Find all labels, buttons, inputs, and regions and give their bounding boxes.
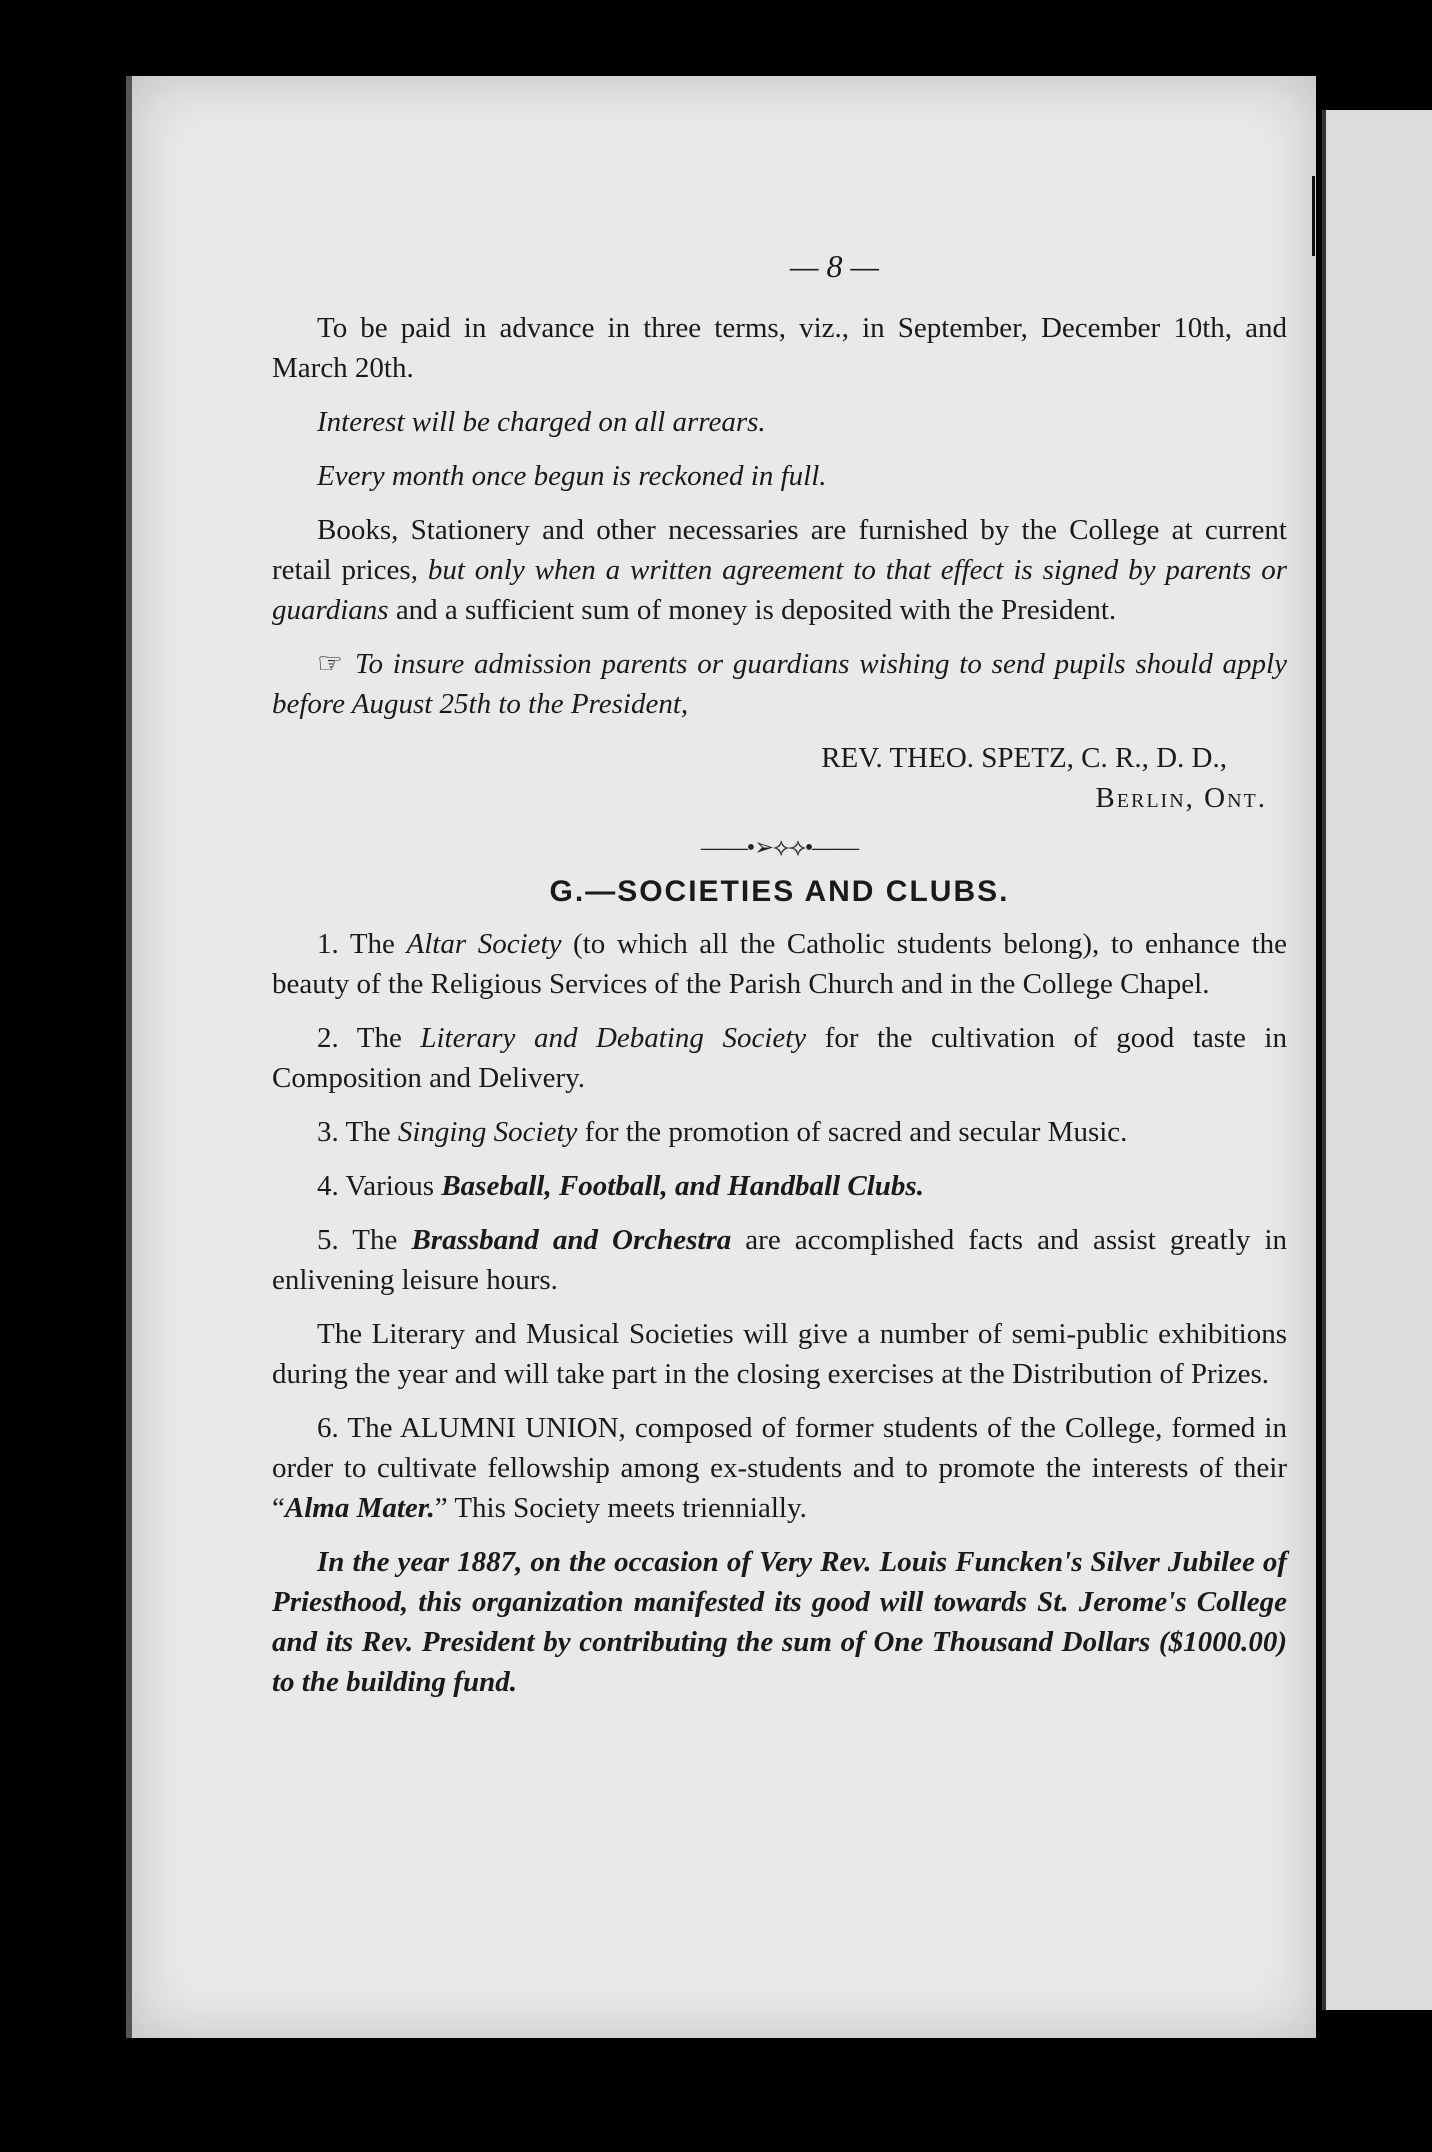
list-item-clubs — [272, 1166, 1287, 1206]
item-lead: 4. Various — [317, 1170, 442, 1202]
alumni-paragraph — [272, 1408, 1287, 1528]
list-item-literary — [272, 1018, 1287, 1098]
books-text-start: Books, Stationery and other necessaries are furnished by the College at current retail prices, — [272, 514, 1287, 586]
item-rest: for the promotion of sacred and secular Music. — [577, 1116, 1128, 1148]
page-number: — 8 — — [790, 248, 879, 284]
item-lead: 5. The — [317, 1224, 412, 1256]
item-name: Altar Society — [406, 928, 562, 960]
admission-paragraph — [272, 644, 1287, 724]
pointing-hand-icon: ☞ — [317, 648, 343, 680]
alma-mater: Alma Mater. — [284, 1492, 435, 1524]
item-name: Baseball, Football, and Handball Clubs. — [441, 1170, 924, 1202]
books-paragraph — [272, 510, 1287, 630]
alumni-end: ” This Society meets triennially. — [434, 1492, 807, 1524]
item-name: Singing Society — [397, 1116, 578, 1148]
month-note: Every month once begun is reckoned in full. — [317, 460, 827, 492]
item-rest: for the cultivation of good taste in Composition and Delivery. — [272, 1022, 1287, 1094]
item-lead: 1. The — [317, 928, 407, 960]
adjacent-page-edge — [1322, 110, 1432, 2010]
signature: REV. THEO. SPETZ, C. R., D. D., — [821, 742, 1227, 774]
interest-note: Interest will be charged on all arrears. — [317, 406, 766, 438]
list-item-singing — [272, 1112, 1287, 1152]
item-lead: 2. The — [317, 1022, 421, 1054]
jubilee-paragraph: In the year 1887, on the occasion of Very Rev. Louis Funcken's Silver Jubilee of Priesthood, this organization manifested its good will towards St. Jerome's College and its Rev. President by contributing the sum of One Thousand Dollars ($1000.00) to the building fund. — [272, 1546, 1287, 1698]
payment-terms: To be paid in advance in three terms, viz., in September, December 10th, and March 20th. — [272, 312, 1287, 384]
gutter-mark — [1312, 176, 1315, 256]
item-name: Literary and Debating Society — [420, 1022, 807, 1054]
literary-musical-paragraph: The Literary and Musical Societies will give a number of semi-public exhibitions during the year and will take part in the closing exercises at the Distribution of Prizes. — [272, 1318, 1287, 1390]
item-lead: 3. The — [317, 1116, 398, 1148]
item-name: Brassband and Orchestra — [411, 1224, 732, 1256]
admission-text: To insure admission parents or guardians wishing to send pupils should apply before August 25th to the President, — [272, 648, 1287, 720]
page-content — [272, 246, 1287, 1716]
ornament-divider: ——•➢⟡⟢•—— — [700, 835, 859, 861]
section-title: G.—SOCIETIES AND CLUBS. — [549, 875, 1010, 908]
signature-place: Berlin, Ont. — [1095, 782, 1267, 814]
list-item-altar — [272, 924, 1287, 1004]
item-rest: are accomplished facts and assist greatly in enlivening leisure hours. — [272, 1224, 1288, 1296]
list-item-brassband — [272, 1220, 1287, 1300]
books-text-end: and a sufficient sum of money is deposited with the President. — [388, 594, 1117, 626]
item-rest: (to which all the Catholic students belong), to enhance the beauty of the Religious Services of the Parish Church and in the College Chapel. — [272, 928, 1287, 1000]
document-page — [126, 76, 1316, 2038]
books-text-italic: but only when a written agreement to that effect is signed by parents or guardians — [272, 554, 1287, 626]
alumni-lead: 6. The ALUMNI UNION, composed of former students of the College, formed in order to cultivate fellowship among ex-students and to promote the interests of their “ — [272, 1412, 1287, 1524]
